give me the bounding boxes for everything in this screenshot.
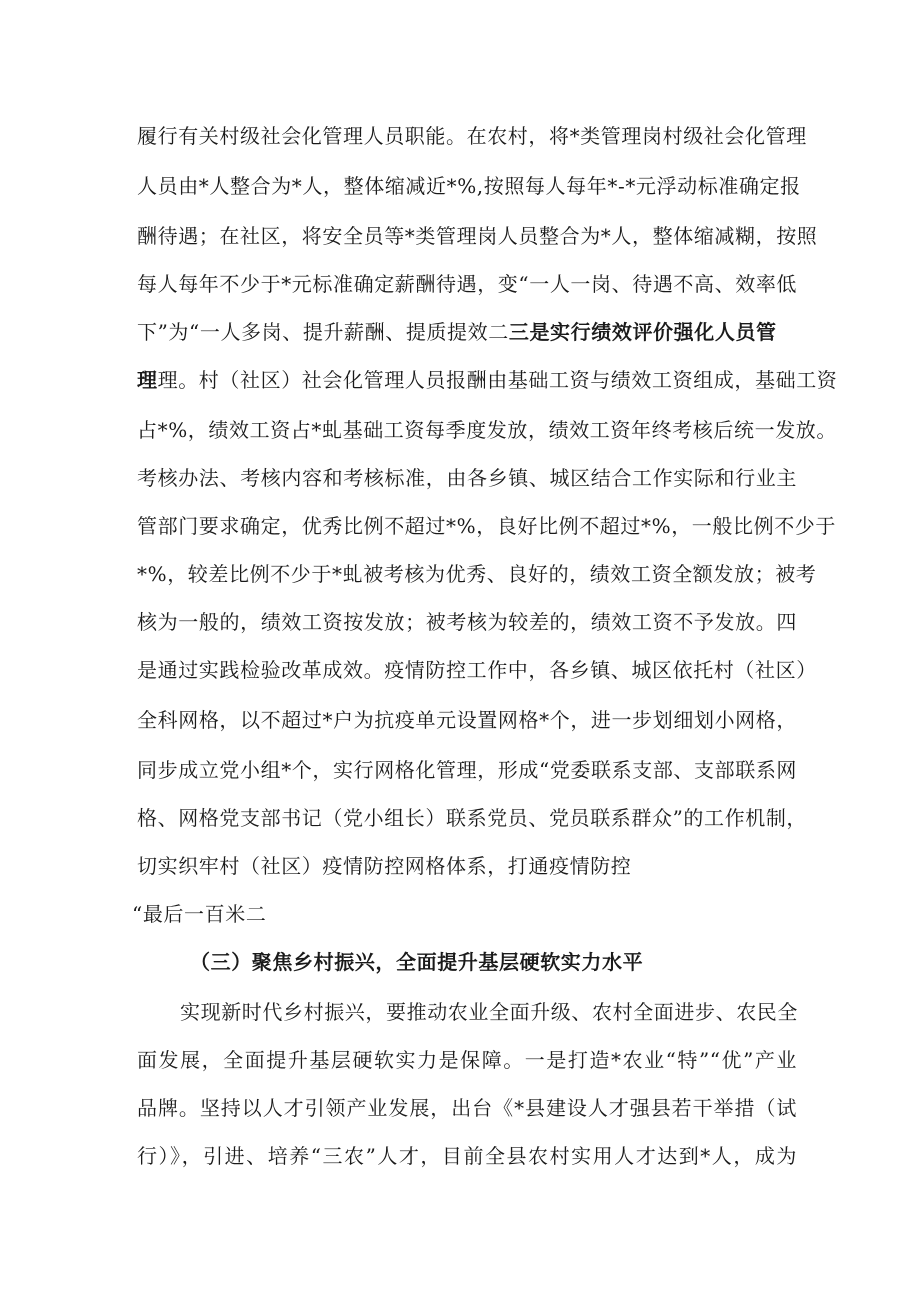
paragraph-line: 人员由*人整合为*人，整体缩减近*%,按照每人每年*-*元浮动标准确定报: [137, 174, 801, 198]
section-heading: （三）聚焦乡村振兴，全面提升基层硬软实力水平: [190, 950, 644, 974]
paragraph-line: *%，较差比例不少于*虬被考核为优秀、良好的，绩效工资全额发放；被考: [137, 562, 817, 586]
paragraph-line: 管部门要求确定，优秀比例不超过*%，良好比例不超过*%，一般比例不少于: [137, 514, 837, 538]
paragraph-line: 面发展，全面提升基层硬软实力是保障。一是打造*农业“特”“优”产业: [137, 1048, 797, 1072]
paragraph-line-mixed: [137, 366, 838, 394]
paragraph-line: 实现新时代乡村振兴，要推动农业全面升级、农村全面进步、农民全: [180, 1000, 798, 1024]
paragraph-line: 核为一般的，绩效工资按发放；被考核为较差的，绩效工资不予发放。四: [137, 610, 797, 634]
paragraph-line: 同步成立党小组*个，实行网格化管理，形成“党委联系支部、支部联系网: [137, 758, 798, 782]
paragraph-text: 理。村（社区）社会化管理人员报酬由基础工资与绩效工资组成，基础工资: [157, 368, 838, 392]
paragraph-line: 行）》，引进、培养“三农”人才，目前全县农村实用人才达到*人，成为: [137, 1144, 797, 1168]
paragraph-line: 格、网格党支部书记（党小组长）联系党员、党员联系群众”的工作机制，: [137, 806, 808, 830]
bold-run: 三是实行绩效评价强化人员管: [508, 320, 777, 344]
paragraph-line: 全科网格，以不超过*户为抗疫单元设置网格*个，进一步划细划小网格，: [137, 708, 797, 732]
paragraph-line: 品牌。坚持以人才引领产业发展，出台《*县建设人才强县若干举措（试: [137, 1096, 797, 1120]
paragraph-line: 是通过实践检验改革成效。疫情防控工作中，各乡镇、城区依托村（社区）: [137, 658, 817, 682]
paragraph-line: 切实织牢村（社区）疫情防控网格体系，打通疫情防控: [137, 854, 632, 878]
quote-line: “最后一百米二: [132, 902, 267, 926]
paragraph-line: 占*%，绩效工资占*虬基础工资每季度发放，绩效工资年终考核后统一发放。: [137, 418, 838, 442]
paragraph-line: 考核办法、考核内容和考核标准，由各乡镇、城区结合工作实际和行业主: [137, 466, 797, 490]
paragraph-line: 酬待遇；在社区，将安全员等*类管理岗人员整合为*人，整体缩减糊，按照: [137, 224, 818, 248]
paragraph-line-mixed: [137, 318, 797, 346]
bold-run: 理: [137, 368, 158, 392]
paragraph-text: 下”为“一人多岗、提升薪酬、提质提效二: [137, 320, 509, 344]
paragraph-line: 每人每年不少于*元标准确定薪酬待遇，变“一人一岗、待遇不高、效率低: [137, 272, 798, 296]
paragraph-line: 履行有关村级社会化管理人员职能。在农村，将*类管理岗村级社会化管理: [137, 124, 807, 148]
